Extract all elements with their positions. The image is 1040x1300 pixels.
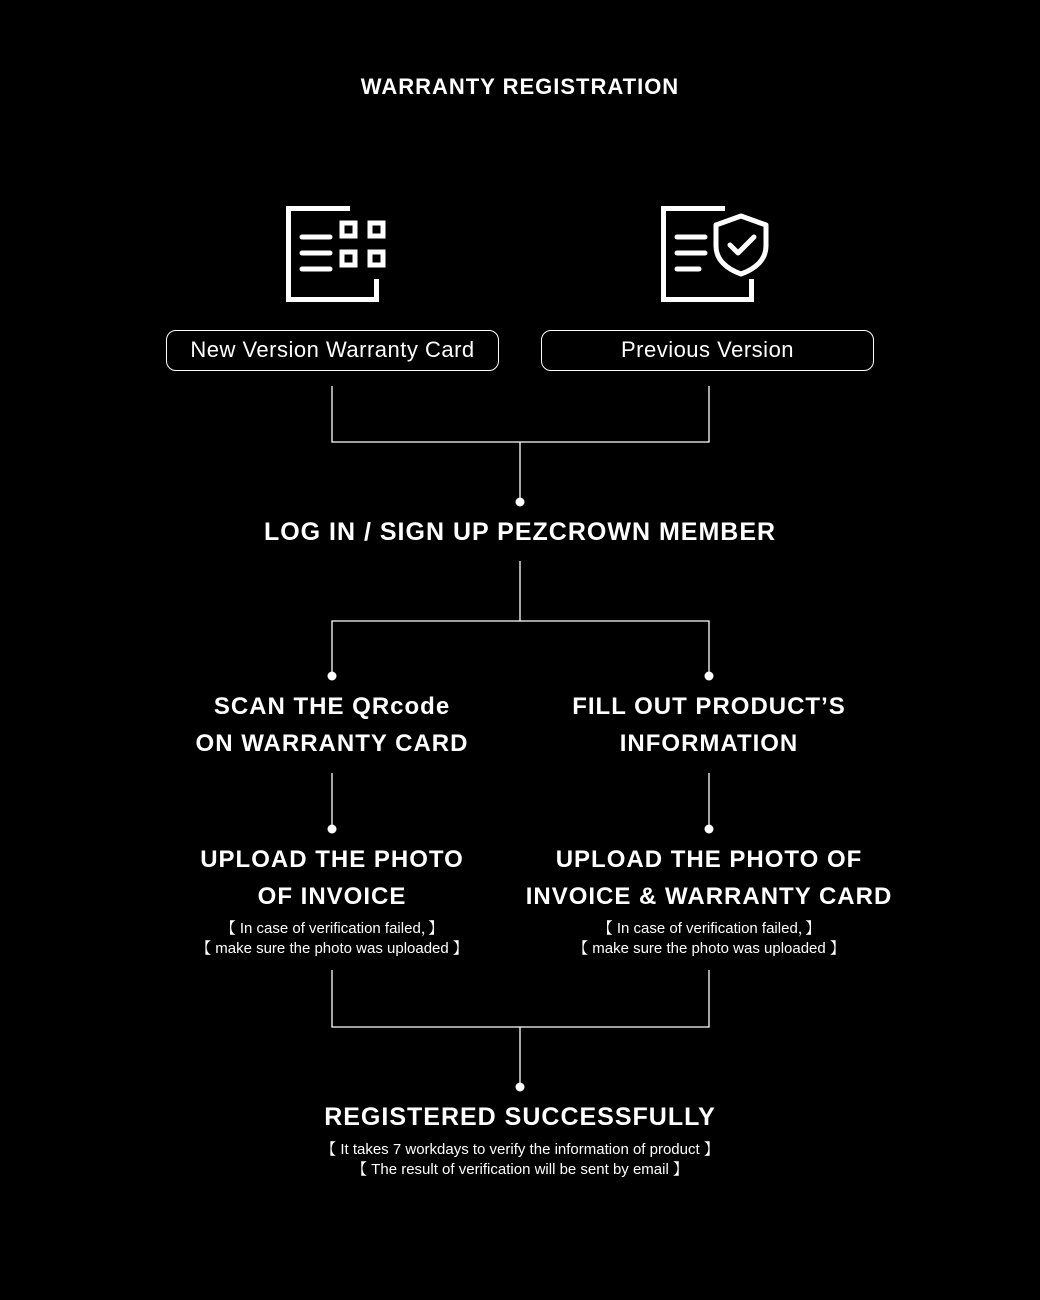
node-dot (516, 498, 525, 507)
upload-invoice-warranty-note (484, 919, 934, 959)
step-line: ON WARRANTY CARD (195, 730, 469, 757)
upload-invoice-warranty-step (484, 841, 934, 915)
step-line: INFORMATION (619, 730, 799, 757)
split-connector (332, 561, 709, 675)
document-shield-check-icon (659, 206, 769, 304)
node-dot (328, 825, 337, 834)
note-line: 【 The result of verification will be sent by email 】 (352, 1161, 688, 1178)
merge-connector-bottom (332, 970, 709, 1085)
step-line: OF INVOICE (257, 883, 407, 910)
node-dot (516, 1083, 525, 1092)
step-line: FILL OUT PRODUCT’S (572, 693, 846, 720)
note-line: 【 In case of verification failed，】 (220, 920, 444, 937)
node-dot (705, 672, 714, 681)
registered-successfully-step: REGISTERED SUCCESSFULLY (324, 1103, 716, 1131)
note-line: 【 make sure the photo was uploaded 】 (196, 940, 468, 957)
previous-version-button[interactable]: Previous Version (541, 330, 874, 371)
fill-product-info-step (509, 688, 909, 762)
new-version-warranty-card-button[interactable]: New Version Warranty Card (166, 330, 499, 371)
page-title: WARRANTY REGISTRATION (360, 74, 680, 99)
member-login-step: LOG IN / SIGN UP PEZCROWN MEMBER (263, 518, 777, 546)
step-line: UPLOAD THE PHOTO OF (555, 846, 863, 873)
note-line: 【 It takes 7 workdays to verify the information of product 】 (321, 1141, 719, 1158)
node-dot (328, 672, 337, 681)
merge-connector-top (332, 386, 709, 500)
upload-invoice-note (132, 919, 532, 959)
verification-note (0, 1140, 1040, 1180)
node-dot (705, 825, 714, 834)
scan-qrcode-step (132, 688, 532, 762)
note-line: 【 make sure the photo was uploaded 】 (573, 940, 845, 957)
document-qr-code-icon (284, 206, 394, 304)
step-line: UPLOAD THE PHOTO (200, 846, 464, 873)
upload-invoice-step (132, 841, 532, 915)
step-line: SCAN THE QRcode (213, 693, 451, 720)
note-line: 【 In case of verification failed，】 (597, 920, 821, 937)
step-line: INVOICE & WARRANTY CARD (525, 883, 893, 910)
